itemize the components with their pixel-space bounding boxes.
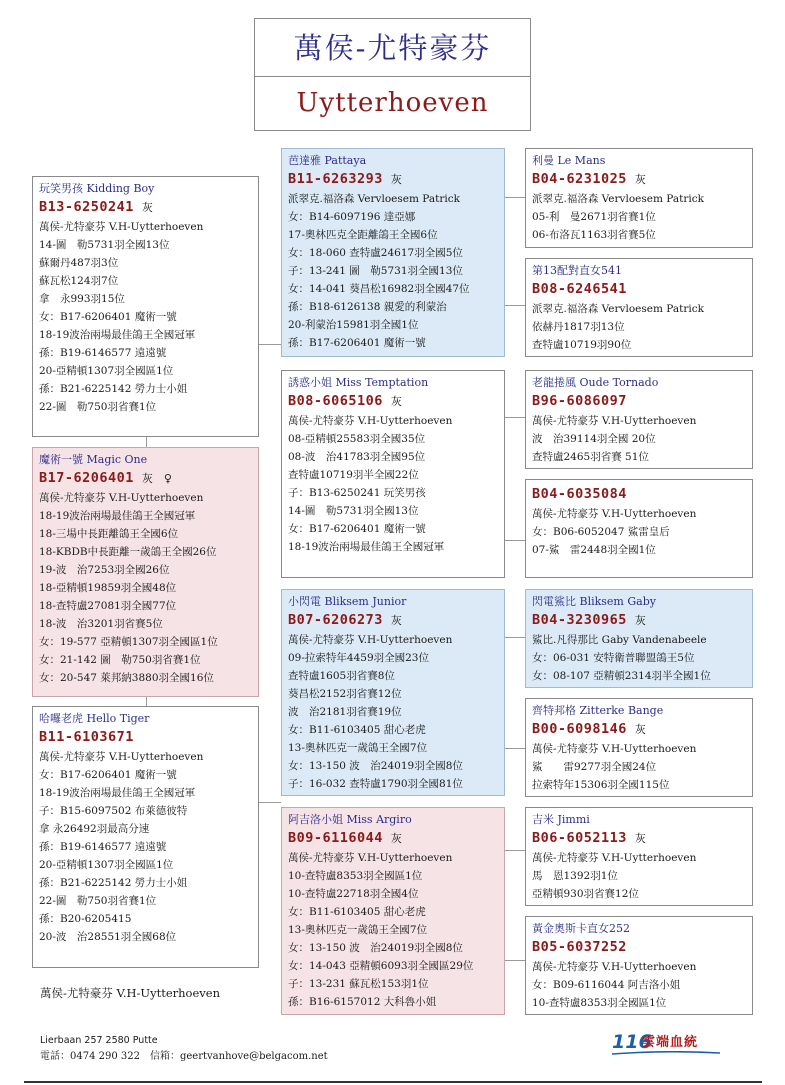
info-line: 女：B14-6097196 達亞娜 <box>288 211 416 223</box>
ring-number-row <box>288 828 498 849</box>
connector <box>505 960 525 961</box>
info-line: 萬侯-尤特豪芬 V.H-Uytterhoeven <box>532 743 697 755</box>
info-line: 鯊比.凡得那比 Gaby Vandenabeele <box>532 634 707 646</box>
connector <box>259 344 281 345</box>
info-line: 18-19波治兩場最佳鴿王全國冠軍 <box>39 329 196 341</box>
connector <box>505 748 525 749</box>
pigeon-card-mate-sire-dam <box>525 698 753 797</box>
info-line: 子：B15-6097502 布萊德彼特 <box>39 805 188 817</box>
info-line: 孫：B16-6157012 大科魯小姐 <box>288 996 437 1008</box>
info-line: 女：B11-6103405 甜心老虎 <box>288 724 426 736</box>
info-line: 女：B09-6116044 阿吉洛小姐 <box>532 979 681 991</box>
header-title-english: Uytterhoeven <box>296 88 489 118</box>
pigeon-name: 黃金奧斯卡直女252 <box>532 922 630 935</box>
logo-swoosh-icon <box>612 1051 720 1055</box>
info-line: 拿 永26492羽最高分速 <box>39 823 150 835</box>
info-line: 18-KBDB中長距離一歲鴿王全國26位 <box>39 546 217 558</box>
info-line: 14-圖 勒5731羽全國13位 <box>288 505 419 517</box>
info-line: 18-19波治兩場最佳鴿王全國冠軍 <box>39 510 196 522</box>
pigeon-card-hello-tiger <box>32 706 259 968</box>
info-line: 女：21-142 圖 勒750羽省賽1位 <box>39 654 201 666</box>
brand-logo <box>612 1031 722 1055</box>
info-line: 查特盧10719羽90位 <box>532 339 632 351</box>
pigeon-card-mate-dam-dam <box>525 916 753 1015</box>
info-line: 萬侯-尤特豪芬 V.H-Uytterhoeven <box>39 492 204 504</box>
ring-number-row <box>39 197 252 218</box>
ring-number-row <box>532 391 746 412</box>
color-code: 灰 <box>141 201 153 214</box>
info-line: 女：13-150 波 治24019羽全國8位 <box>288 760 463 772</box>
connector <box>505 637 525 638</box>
bottom-divider <box>24 1081 762 1083</box>
info-line: 蘇瓦松124羽7位 <box>39 275 119 287</box>
pigeon-name: 哈囉老虎 Hello Tiger <box>39 712 150 725</box>
pigeon-name: 老龍捲風 Oude Tornado <box>532 376 659 389</box>
pigeon-name: 阿吉洛小姐 Miss Argiro <box>288 813 412 826</box>
ring-number: B00-6098146 <box>532 721 627 737</box>
ring-number: B96-6086097 <box>532 393 627 409</box>
info-line: 萬侯-尤特豪芬 V.H-Uytterhoeven <box>39 221 204 233</box>
info-line: 20-亞精頓1307羽全國區1位 <box>39 859 174 871</box>
owner-address: Lierbaan 257 2580 Putte <box>40 1035 158 1046</box>
info-line: 孫：B20-6205415 <box>39 913 132 925</box>
info-line: 依赫丹1817羽13位 <box>532 321 625 333</box>
info-line: 萬侯-尤特豪芬 V.H-Uytterhoeven <box>532 508 697 520</box>
info-line: 萬侯-尤特豪芬 V.H-Uytterhoeven <box>288 852 453 864</box>
pedigree-header <box>254 18 531 131</box>
pigeon-card-sire-sire <box>525 148 753 248</box>
color-code: 灰 <box>634 723 646 736</box>
ring-number: B17-6206401 <box>39 470 134 486</box>
ring-number-row <box>288 169 498 190</box>
color-code: 灰 <box>390 614 402 627</box>
info-line: 10-查特盧8353羽全國區1位 <box>288 870 423 882</box>
info-line: 20-波 治28551羽全國68位 <box>39 931 177 943</box>
info-line: 萬侯-尤特豪芬 V.H-Uytterhoeven <box>532 961 697 973</box>
pigeon-name: 芭達雅 Pattaya <box>288 154 367 167</box>
pigeon-card-dam-dam <box>525 479 753 578</box>
info-line: 孫：B21-6225142 勞力士小姐 <box>39 877 188 889</box>
info-line: 09-拉索特年4459羽全國23位 <box>288 652 429 664</box>
pigeon-name: 吉米 Jimmi <box>532 813 590 826</box>
logo-number: 116 <box>612 1031 652 1053</box>
ring-number-row <box>532 169 746 190</box>
pigeon-card-dam-sire <box>525 370 753 469</box>
info-line: 07-鯊 雷2448羽全國1位 <box>532 544 656 556</box>
pigeon-name: 魔術一號 Magic One <box>39 453 148 466</box>
info-line: 22-圖 勒750羽省賽1位 <box>39 401 157 413</box>
pigeon-name: 小閃電 Bliksem Junior <box>288 595 407 608</box>
info-line: 查特盧1605羽省賽8位 <box>288 670 395 682</box>
pigeon-card-mate-sire-sire <box>525 589 753 688</box>
info-line: 亞精頓930羽省賽12位 <box>532 888 639 900</box>
ring-number: B04-6035084 <box>532 486 627 502</box>
info-line: 女：B17-6206401 魔術一號 <box>288 523 426 535</box>
info-line: 萬侯-尤特豪芬 V.H-Uytterhoeven <box>39 751 204 763</box>
ring-number: B13-6250241 <box>39 199 134 215</box>
ring-number-row <box>288 391 498 412</box>
info-line: 孫：B21-6225142 勞力士小姐 <box>39 383 188 395</box>
color-code: 灰 <box>634 173 646 186</box>
info-line: 派翠克.福洛森 Vervloesem Patrick <box>288 193 460 205</box>
info-line: 18-亞精頓19859羽全國48位 <box>39 582 177 594</box>
connector <box>259 802 281 803</box>
ring-number-row <box>288 610 498 631</box>
logo-text: 雲端血統 <box>642 1035 699 1050</box>
info-line: 18-查特盧27081羽全國77位 <box>39 600 177 612</box>
info-line: 05-利 曼2671羽省賽1位 <box>532 211 656 223</box>
info-line: 葵昌松2152羽省賽12位 <box>288 688 402 700</box>
color-code: 灰 <box>390 395 402 408</box>
connector <box>505 305 525 306</box>
pigeon-name: 利曼 Le Mans <box>532 154 606 167</box>
info-line: 查特盧2465羽省賽 51位 <box>532 451 649 463</box>
connector <box>146 697 147 706</box>
info-line: 蘇爾丹487羽3位 <box>39 257 119 269</box>
color-code: 灰 ♀ <box>141 472 172 485</box>
info-line: 女：14-041 葵昌松16982羽全國47位 <box>288 283 470 295</box>
info-line: 17-奧林匹克全距離鴿王全國6位 <box>288 229 438 241</box>
pigeon-card-mate <box>32 447 259 697</box>
info-line: 08-波 治41783羽全國95位 <box>288 451 426 463</box>
info-line: 馬 恩1392羽1位 <box>532 870 618 882</box>
info-line: 查特盧10719羽半全國22位 <box>288 469 419 481</box>
header-title-chinese: 萬侯-尤特豪芬 <box>255 19 530 77</box>
pigeon-name: 玩笑男孩 Kidding Boy <box>39 182 155 195</box>
info-line: 孫：B17-6206401 魔術一號 <box>288 337 426 349</box>
pigeon-card-sire-dam <box>525 258 753 357</box>
ring-number-row <box>532 279 746 300</box>
ring-number-row <box>532 719 746 740</box>
pigeon-name: 第13配對直女541 <box>532 264 622 277</box>
info-line: 女：13-150 波 治24019羽全國8位 <box>288 942 463 954</box>
info-line: 鯊 雷9277羽全國24位 <box>532 761 657 773</box>
connector <box>146 437 147 447</box>
pigeon-card-mate-sire <box>281 589 505 796</box>
ring-number: B05-6037252 <box>532 939 627 955</box>
info-line: 18-三場中長距離鴿王全國6位 <box>39 528 179 540</box>
info-line: 孫：B19-6146577 遠遠號 <box>39 841 167 853</box>
connector <box>505 417 525 418</box>
info-line: 萬侯-尤特豪芬 V.H-Uytterhoeven <box>288 634 453 646</box>
ring-number: B09-6116044 <box>288 830 383 846</box>
ring-number: B04-3230965 <box>532 612 627 628</box>
info-line: 女：B17-6206401 魔術一號 <box>39 311 177 323</box>
ring-number: B08-6065106 <box>288 393 383 409</box>
pigeon-card-subject <box>32 176 259 437</box>
info-line: 派翠克.福洛森 Vervloesem Patrick <box>532 303 704 315</box>
info-line: 子：13-241 圖 勒5731羽全國13位 <box>288 265 463 277</box>
connector <box>505 540 525 541</box>
info-line: 孫：B18-6126138 親愛的利蒙治 <box>288 301 447 313</box>
info-line: 13-奧林匹克一歲鴿王全國7位 <box>288 742 428 754</box>
color-code: 灰 <box>634 832 646 845</box>
info-line: 孫：B19-6146577 遠遠號 <box>39 347 167 359</box>
info-line: 女：B17-6206401 魔術一號 <box>39 769 177 781</box>
info-line: 波 治2181羽省賽19位 <box>288 706 402 718</box>
info-line: 女：B06-6052047 鯊雷皇后 <box>532 526 670 538</box>
info-line: 女：08-107 亞精頓2314羽半全國1位 <box>532 670 711 682</box>
ring-number: B11-6263293 <box>288 171 383 187</box>
pigeon-card-dam <box>281 370 505 578</box>
color-code: 灰 <box>634 614 646 627</box>
info-line: 08-亞精頓25583羽全國35位 <box>288 433 426 445</box>
info-line: 10-查特盧22718羽全國4位 <box>288 888 419 900</box>
ring-number-row <box>39 727 252 748</box>
info-line: 派翠克.福洛森 Vervloesem Patrick <box>532 193 704 205</box>
pigeon-card-mate-dam-sire <box>525 807 753 906</box>
info-line: 女：20-547 萊邦納3880羽全國16位 <box>39 672 214 684</box>
info-line: 拿 永993羽15位 <box>39 293 125 305</box>
info-line: 20-利蒙治15981羽全國1位 <box>288 319 419 331</box>
info-line: 萬侯-尤特豪芬 V.H-Uytterhoeven <box>532 415 697 427</box>
info-line: 女：18-060 查特盧24617羽全國5位 <box>288 247 463 259</box>
info-line: 20-亞精頓1307羽全國區1位 <box>39 365 174 377</box>
info-line: 06-布洛瓦1163羽省賽5位 <box>532 229 656 241</box>
info-line: 子：13-231 蘇瓦松153羽1位 <box>288 978 429 990</box>
color-code: 灰 <box>390 173 402 186</box>
info-line: 18-19波治兩場最佳鴿王全國冠軍 <box>288 541 445 553</box>
info-line: 女：B11-6103405 甜心老虎 <box>288 906 426 918</box>
info-line: 拉索特年15306羽全國115位 <box>532 779 670 791</box>
ring-number-row <box>532 610 746 631</box>
pigeon-name: 齊特邦格 Zitterke Bange <box>532 704 664 717</box>
info-line: 波 治39114羽全國 20位 <box>532 433 656 445</box>
ring-number: B08-6246541 <box>532 281 627 297</box>
info-line: 13-奧林匹克一歲鴿王全國7位 <box>288 924 428 936</box>
info-line: 子：16-032 查特盧1790羽全國81位 <box>288 778 463 790</box>
info-line: 子：B13-6250241 玩笑男孩 <box>288 487 426 499</box>
info-line: 萬侯-尤特豪芬 V.H-Uytterhoeven <box>288 415 453 427</box>
connector <box>505 197 525 198</box>
info-line: 14-圖 勒5731羽全國13位 <box>39 239 170 251</box>
ring-number: B06-6052113 <box>532 830 627 846</box>
pigeon-name: 誘惑小姐 Miss Temptation <box>288 376 429 389</box>
owner-contact: 電話：0474 290 322 信箱：geertvanhove@belgacom.net <box>40 1051 328 1062</box>
color-code: 灰 <box>390 832 402 845</box>
connector <box>505 850 525 851</box>
ring-number-row <box>39 468 252 489</box>
owner-name: 萬侯-尤特豪芬 V.H-Uytterhoeven <box>40 986 220 1000</box>
info-line: 19-波 治7253羽全國26位 <box>39 564 170 576</box>
info-line: 10-查特盧8353羽全國區1位 <box>532 997 667 1009</box>
info-line: 22-圖 勒750羽省賽1位 <box>39 895 157 907</box>
ring-number: B11-6103671 <box>39 729 134 745</box>
info-line: 女：06-031 安特衛普聯盟鴿王5位 <box>532 652 695 664</box>
pigeon-card-mate-dam <box>281 807 505 1015</box>
info-line: 18-波 治3201羽省賽5位 <box>39 618 163 630</box>
pigeon-card-sire <box>281 148 505 357</box>
ring-number: B07-6206273 <box>288 612 383 628</box>
info-line: 萬侯-尤特豪芬 V.H-Uytterhoeven <box>532 852 697 864</box>
ring-number: B04-6231025 <box>532 171 627 187</box>
ring-number-row <box>532 937 746 958</box>
ring-number-row <box>532 484 746 505</box>
pigeon-name: 閃電鯊比 Bliksem Gaby <box>532 595 656 608</box>
info-line: 女：19-577 亞精頓1307羽全國區1位 <box>39 636 218 648</box>
info-line: 18-19波治兩場最佳鴿王全國冠軍 <box>39 787 196 799</box>
info-line: 女：14-043 亞精頓6093羽全國區29位 <box>288 960 474 972</box>
ring-number-row <box>532 828 746 849</box>
